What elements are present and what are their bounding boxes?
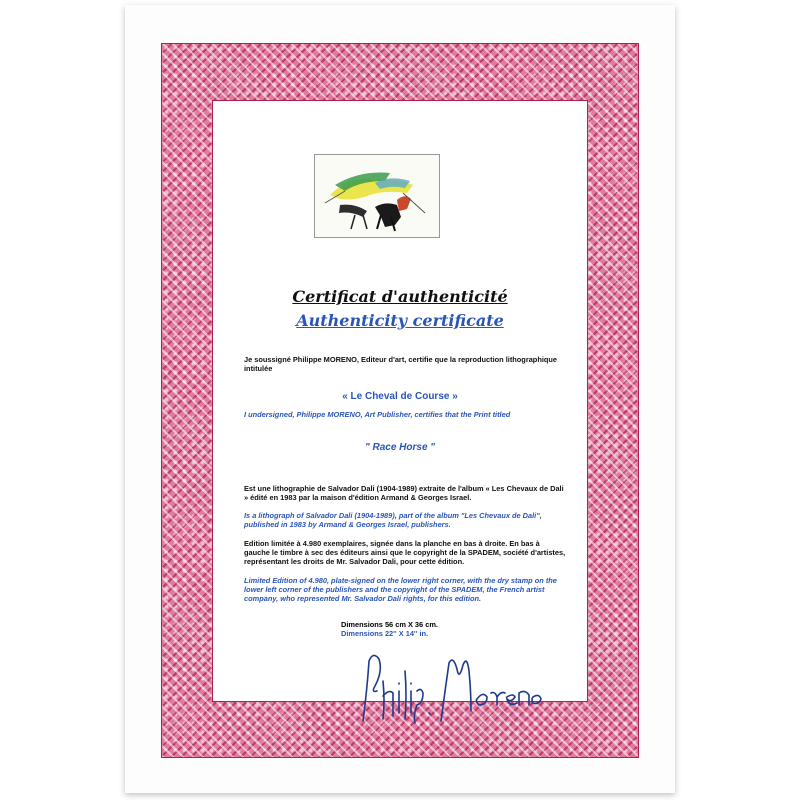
- dimensions-cm: Dimensions 56 cm X 36 cm.: [341, 620, 438, 629]
- decorative-border: [161, 43, 639, 758]
- race-horse-lithograph-image: [315, 155, 439, 237]
- description-en: Is a lithograph of Salvador Dali (1904-1989), part of the album "Les Chevaux de Dali", published in 1983 by Armand & Georges Israel, publishers.: [244, 511, 542, 529]
- certificate-title-en: Authenticity certificate: [296, 311, 504, 330]
- edition-text-fr: Edition limitée à 4.980 exemplaires, signée dans la planche en bas à droite. En bas à gauche le timbre à sec des éditeurs ainsi que le copyright de la SPADEM, société d'artistes, représentant les droits de Mr. Salvador Dali, pour cette édition.: [244, 539, 566, 566]
- work-title-fr: « Le Cheval de Course »: [342, 391, 458, 402]
- intro-text-en: I undersigned, Philippe MORENO, Art Publisher, certifies that the Print titled: [244, 410, 511, 419]
- certificate-title-fr: Certificat d'authenticité: [292, 287, 508, 306]
- description-fr: Est une lithographie de Salvador Dali (1904-1989) extraite de l'album « Les Chevaux de Dali » édité en 1983 par la maison d'édition Armand & Georges Israel.: [244, 484, 564, 502]
- handwritten-signature-image: [353, 641, 543, 731]
- certificate-body: [212, 100, 588, 702]
- certificate-sheet: [125, 5, 675, 793]
- publisher-signature: [353, 641, 543, 731]
- dimensions-in: Dimensions 22'' X 14'' in.: [341, 629, 429, 638]
- artwork-thumbnail: [314, 154, 440, 238]
- work-title-en: " Race Horse ": [364, 442, 436, 453]
- intro-text-fr: Je soussigné Philippe MORENO, Editeur d'art, certifie que la reproduction lithographique intitulée: [244, 355, 558, 373]
- edition-text-en: Limited Edition of 4.980, plate-signed on the lower right corner, with the dry stamp on the lower left corner of the publishers and the copyright of the SPADEM, the French artist company, who represented Mr. Salvador Dali rights, for this edition.: [244, 576, 557, 603]
